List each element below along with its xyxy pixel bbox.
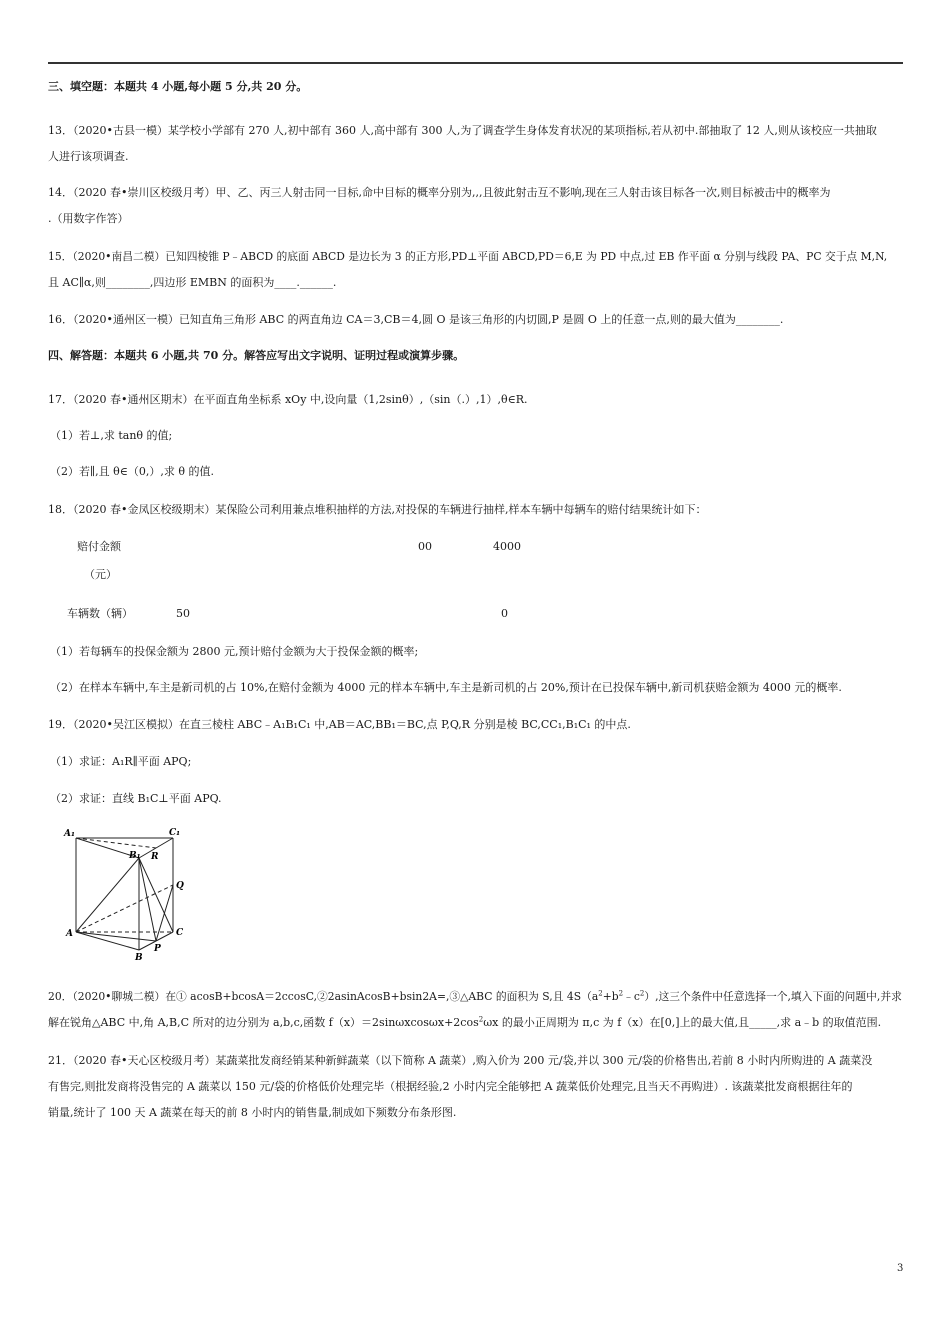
q17-line-1: 17．（2020 春•通州区期末）在平面直角坐标系 xOy 中,设向量（1,2sinθ）,（sin（.）,1）,θ∈R.: [48, 393, 528, 406]
q20-sup-3: 2: [639, 989, 645, 998]
table-row-2-value-2: 0: [501, 607, 508, 620]
table-row-1-unit: （元）: [84, 568, 117, 581]
q17-part-1: （1）若⊥,求 tanθ 的值;: [50, 429, 173, 442]
edge-a-b: [76, 932, 139, 950]
q18-part-2: （2）在样本车辆中,车主是新司机的占 10%,在赔付金额为 4000 元的样本车辆中,车主是新司机的占 20%,预计在已投保车辆中,新司机获赔金额为 4000 元的概率.: [50, 681, 842, 694]
q20-sup-2: 2: [618, 989, 624, 998]
q15-line-1: 15．（2020•南昌二模）已知四棱锥 P﹣ABCD 的底面 ABCD 是边长为 3 的正方形,PD⊥平面 ABCD,PD＝6,E 为 PD 中点,过 EB 作平面 α 分别与线段 PA、PC 交于点 M,N,: [48, 250, 888, 263]
q20-sup-1: 2: [598, 989, 603, 998]
table-row-2-value-1: 50: [176, 607, 190, 620]
label-a1: A₁: [64, 829, 75, 839]
table-row-2-label: 车辆数（辆）: [67, 607, 133, 620]
label-q: Q: [176, 881, 184, 891]
q18-part-1: （1）若每辆车的投保金额为 2800 元,预计赔付金额为大于投保金额的概率;: [50, 645, 419, 658]
q18-line-1: 18．（2020 春•金凤区校级期末）某保险公司利用兼点堆积抽样的方法,对投保的车辆进行抽样,样本车辆中每辆车的赔付结果统计如下：: [48, 503, 707, 516]
q20-text-1d: ）,这三个条件中任意选择一个,填入下面的问题中,并求: [644, 990, 902, 1003]
q20-line-1: [48, 990, 902, 1004]
q21-line-2: 有售完,则批发商将没售完的 A 蔬菜以 150 元/袋的价格低价处理完毕（根据经验,2 小时内完全能够把 A 蔬菜低价处理完,且当天不再购进）. 该蔬菜批发商根据往年的: [48, 1080, 853, 1093]
label-b1: B₁: [129, 851, 141, 861]
q14-line-1: 14．（2020 春•崇川区校级月考）甲、乙、丙三人射击同一目标,命中目标的概率分别为,,,且彼此射击互不影响,现在三人射击该目标各一次,则目标被击中的概率为: [48, 186, 831, 199]
q15-line-2: 且 AC∥α,则________,四边形 EMBN 的面积为____.______.: [48, 276, 337, 289]
q13-line-2: 人进行该项调查.: [48, 150, 129, 163]
edge-a1-r-hidden: [76, 838, 156, 848]
q21-line-3: 销量,统计了 100 天 A 蔬菜在每天的前 8 小时内的销售量,制成如下频数分布条形图.: [48, 1106, 457, 1119]
q17-part-2: （2）若∥,且 θ∈（0,）,求 θ 的值.: [50, 465, 214, 478]
page-number: 3: [897, 1263, 904, 1274]
q13-line-1: 13．（2020•古县一模）某学校小学部有 270 人,初中部有 360 人,高中部有 300 人,为了调查学生身体发育状况的某项指标,若从初中.部抽取了 12 人,则从该校应一共抽取: [48, 124, 877, 137]
q20-text-2a: 解在锐角△ABC 中,角 A,B,C 所对的边分别为 a,b,c,函数 f（x）＝2sinωxcosωx+2cos: [48, 1016, 479, 1029]
table-row-1-value-2: 4000: [493, 540, 521, 553]
q20-text-1a: 20．（2020•聊城二模）在① acosB+bcosA＝2ccosC,②2asinAcosB+bsin2A=,③△ABC 的面积为 S,且 4S（a: [48, 990, 599, 1003]
edge-b1-c: [139, 858, 173, 932]
label-a: A: [66, 929, 73, 939]
table-row-1-label: 赔付金额: [77, 540, 121, 553]
edge-a-b1: [76, 858, 139, 932]
edge-p-q: [156, 885, 173, 941]
section-3-title: 三、填空题：本题共 4 小题,每小题 5 分,共 20 分。: [48, 80, 308, 93]
q19-part-2: （2）求证：直线 B₁C⊥平面 APQ.: [50, 792, 222, 805]
section-4-title: 四、解答题：本题共 6 小题,共 70 分。解答应写出文字说明、证明过程或演算步骤。: [48, 349, 465, 362]
label-p: P: [154, 944, 161, 954]
edge-b1-p: [139, 858, 156, 941]
q20-text-1b: +b: [602, 990, 619, 1003]
edge-a-p: [76, 932, 156, 941]
top-rule: [48, 62, 903, 64]
label-c: C: [176, 928, 184, 938]
q16-line-1: 16．（2020•通州区一模）已知直角三角形 ABC 的两直角边 CA＝3,CB＝4,圆 O 是该三角形的内切圆,P 是圆 O 上的任意一点,则的最大值为________.: [48, 313, 784, 326]
q19-part-1: （1）求证：A₁R∥平面 APQ;: [50, 755, 192, 768]
table-row-1-value-1: 00: [418, 540, 432, 553]
q20-text-1c: ﹣c: [623, 990, 640, 1003]
prism-figure: [60, 822, 190, 962]
q14-line-2: .（用数字作答）: [48, 212, 129, 225]
q20-text-2b: ωx 的最小正周期为 π,c 为 f（x）在[0,]上的最大值,且_____,求 a﹣b 的取值范围.: [483, 1016, 882, 1029]
edge-a-q-hidden: [76, 885, 173, 932]
label-c1: C₁: [169, 828, 181, 838]
label-r: R: [151, 852, 159, 862]
label-b: B: [135, 953, 143, 962]
q19-line-1: 19．（2020•吴江区模拟）在直三棱柱 ABC﹣A₁B₁C₁ 中,AB＝AC,BB₁＝BC,点 P,Q,R 分别是棱 BC,CC₁,B₁C₁ 的中点.: [48, 718, 631, 731]
q20-sup-4: 2: [478, 1015, 484, 1024]
q20-line-2: [48, 1016, 881, 1030]
q21-line-1: 21．（2020 春•天心区校级月考）某蔬菜批发商经销某种新鲜蔬菜（以下简称 A 蔬菜）,购入价为 200 元/袋,并以 300 元/袋的价格售出,若前 8 小时内所购进的 A 蔬菜没: [48, 1054, 873, 1067]
